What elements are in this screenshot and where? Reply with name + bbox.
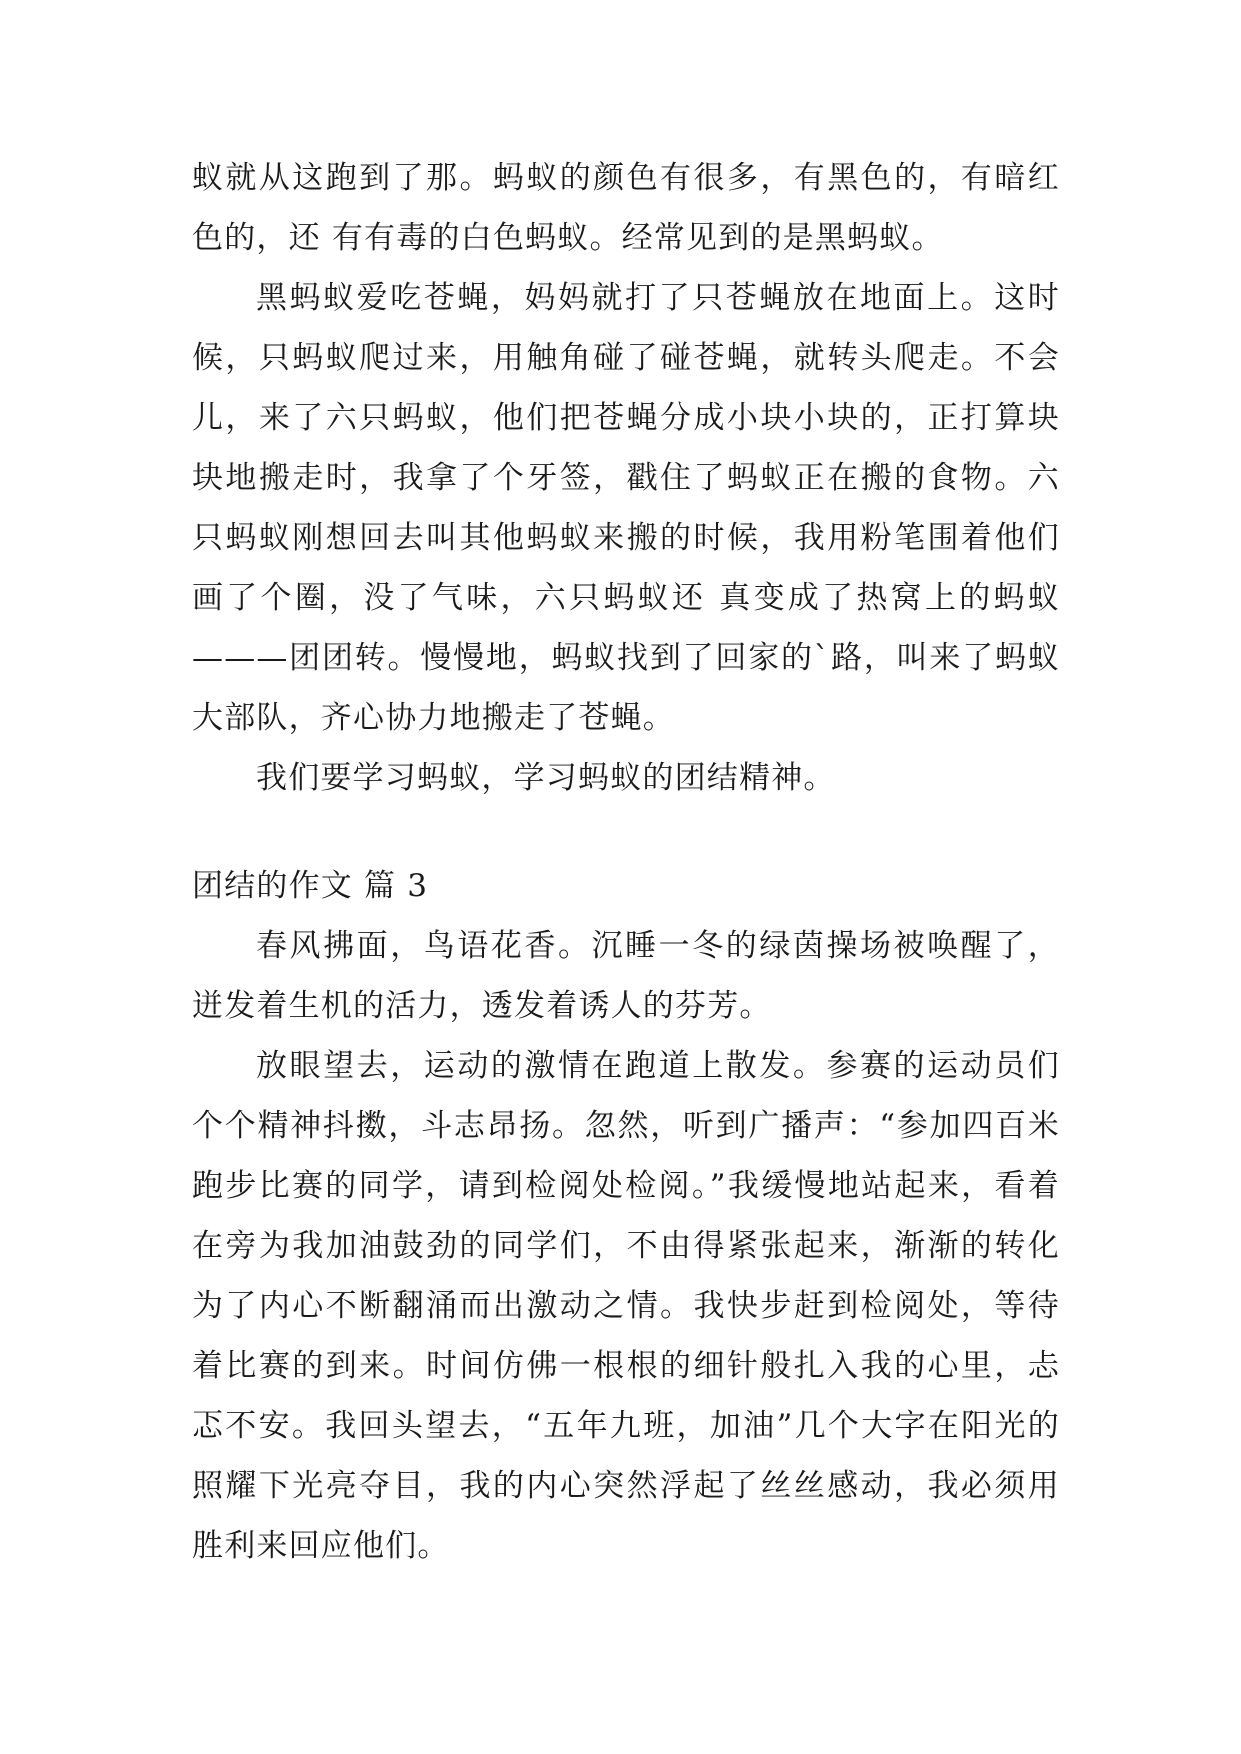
paragraph-learn-from-ants: 我们要学习蚂蚁，学习蚂蚁的团结精神。 xyxy=(256,760,836,796)
paragraph-spring-field: 春风拂面，鸟语花香。沉睡一冬的绿茵操场被唤醒了，迸发着生机的活力，透发着诱人的芬芳。 xyxy=(192,928,1060,1024)
paragraph-race: 放眼望去，运动的激情在跑道上散发。参赛的运动员们个个精神抖擞，斗志昂扬。忽然，听到广播声：“参加四百米跑步比赛的同学，请到检阅处检阅。”我缓慢地站起来，看着在旁为我加油鼓劲的同学们，不由得紧张起来，渐渐的转化为了内心不断翻涌而出激动之情。我快步赶到检阅处，等待着比赛的到来。时间仿佛一根根的细针般扎入我的心里，忐忑不安。我回头望去，“五年九班，加油”几个大字在阳光的照耀下光亮夺目，我的内心突然浮起了丝丝感动，我必须用胜利来回应他们。 xyxy=(192,1048,1060,1564)
paragraph-ant-colors: 蚁就从这跑到了那。蚂蚁的颜色有很多，有黑色的，有暗红色的，还 有有毒的白色蚂蚁。经常见到的是黑蚂蚁。 xyxy=(192,160,1060,256)
paragraph-ants-and-fly: 黑蚂蚁爱吃苍蝇，妈妈就打了只苍蝇放在地面上。这时候，只蚂蚁爬过来，用触角碰了碰苍蝇，就转头爬走。不会儿，来了六只蚂蚁，他们把苍蝇分成小块小块的，正打算块块地搬走时，我拿了个牙签，戳住了蚂蚁正在搬的食物。六只蚂蚁刚想回去叫其他蚂蚁来搬的时候，我用粉笔围着他们画了个圈，没了气味，六只蚂蚁还 真变成了热窝上的蚂蚁———团团转。慢慢地，蚂蚁找到了回家的`路，叫来了蚂蚁大部队，齐心协力地搬走了苍蝇。 xyxy=(192,280,1060,736)
section-heading: 团结的作文 篇 3 xyxy=(192,868,429,904)
